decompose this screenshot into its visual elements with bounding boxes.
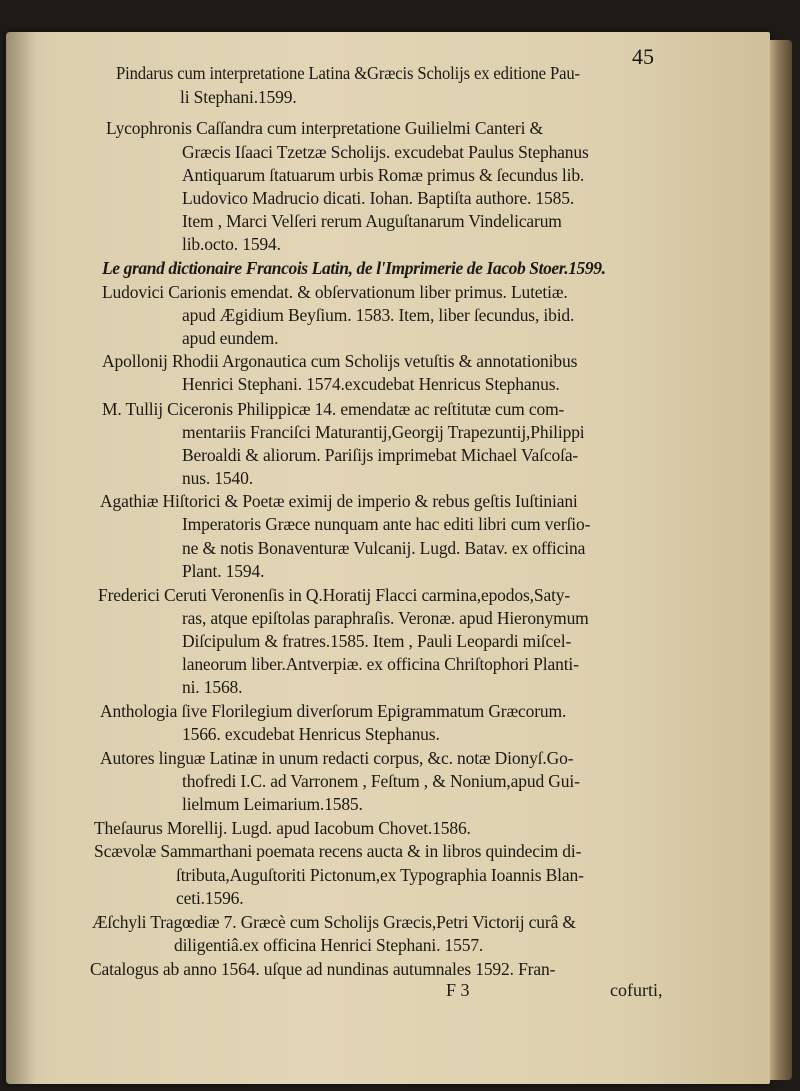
text-line: Le grand dictionaire Francois Latin, de l'Imprimerie de Iacob Stoer.1599. xyxy=(102,258,606,278)
text-line: diligentiâ.ex officina Henrici Stephani. 1557. xyxy=(174,935,484,955)
text-line: Anthologia ſive Florilegium diverſorum Epigrammatum Græcorum. xyxy=(100,701,567,721)
text-line: Theſaurus Morellij. Lugd. apud Iacobum Chovet.1586. xyxy=(94,818,471,838)
text-line: Item , Marci Velſeri rerum Auguſtanarum Vindelicarum xyxy=(182,211,562,231)
text-line: Imperatoris Græce nunquam ante hac editi libri cum verſio- xyxy=(182,514,591,534)
text-line: Ludovico Madrucio dicati. Iohan. Baptiſta authore. 1585. xyxy=(182,188,575,208)
text-line: ſtributa,Auguſtoriti Pictonum,ex Typographia Ioannis Blan- xyxy=(176,865,584,885)
text-line: Beroaldi & aliorum. Pariſijs imprimebat Michael Vaſcoſa- xyxy=(182,445,579,465)
text-line: Frederici Ceruti Veronenſis in Q.Horatij Flacci carmina,epodos,Saty- xyxy=(98,585,571,605)
page-edge xyxy=(770,40,792,1080)
text-line: Diſcipulum & fratres.1585. Item , Pauli Leopardi miſcel- xyxy=(182,631,572,651)
text-line: apud Ægidium Beyſium. 1583. Item, liber ſecundus, ibid. xyxy=(182,305,575,325)
page-number: 45 xyxy=(632,44,654,69)
catchword: cofurti, xyxy=(610,980,663,1000)
text-line: thofredi I.C. ad Varronem , Feſtum , & Nonium,apud Gui- xyxy=(182,771,580,791)
text-line: Henrici Stephani. 1574.excudebat Henricus Stephanus. xyxy=(182,374,560,394)
text-line: ni. 1568. xyxy=(182,677,243,697)
text-line: Lycophronis Caſſandra cum interpretatione Guilielmi Canteri & xyxy=(106,118,543,138)
text-line: Pindarus cum interpretatione Latina &Græcis Scholijs ex editione Pau- xyxy=(116,63,580,83)
text-line: Æſchyli Tragœdiæ 7. Græcè cum Scholijs Græcis,Petri Victorij curâ & xyxy=(92,912,576,932)
text-line: nus. 1540. xyxy=(182,468,253,488)
text-line: 1566. excudebat Henricus Stephanus. xyxy=(182,724,440,744)
text-line: lielmum Leimarium.1585. xyxy=(182,794,363,814)
text-line: ras, atque epiſtolas paraphraſis. Veronæ. apud Hieronymum xyxy=(182,608,589,628)
text-line: Autores linguæ Latinæ in unum redacti corpus, &c. notæ Dionyſ.Go- xyxy=(100,748,574,768)
gutter-shadow xyxy=(6,32,36,1084)
text-line: li Stephani.1599. xyxy=(180,87,297,107)
text-line: Apollonij Rhodii Argonautica cum Scholijs vetuſtis & annotationibus xyxy=(102,351,578,371)
text-line: Catalogus ab anno 1564. uſque ad nundinas autumnales 1592. Fran- xyxy=(90,959,556,979)
text-line: Antiquarum ſtatuarum urbis Romæ primus & ſecundus lib. xyxy=(182,165,585,185)
text-line: ne & notis Bonaventuræ Vulcanij. Lugd. Batav. ex officina xyxy=(182,538,586,558)
text-line: Plant. 1594. xyxy=(182,561,265,581)
signature-mark: F 3 xyxy=(446,980,470,1000)
text-line: mentariis Franciſci Maturantij,Georgij Trapezuntij,Philippi xyxy=(182,422,585,442)
text-line: Scævolæ Sammarthani poemata recens aucta & in libros quindecim di- xyxy=(94,841,582,861)
text-line: lib.octo. 1594. xyxy=(182,234,281,254)
text-line: ceti.1596. xyxy=(176,888,244,908)
text-line: Græcis Iſaaci Tzetzæ Scholijs. excudebat Paulus Stephanus xyxy=(182,142,589,162)
text-line: laneorum liber.Antverpiæ. ex officina Chriſtophori Planti- xyxy=(182,654,579,674)
text-line: apud eundem. xyxy=(182,328,279,348)
text-line: Ludovici Carionis emendat. & obſervationum liber primus. Lutetiæ. xyxy=(102,282,568,302)
text-line: Agathiæ Hiſtorici & Poetæ eximij de imperio & rebus geſtis Iuſtiniani xyxy=(100,491,578,511)
text-line: M. Tullij Ciceronis Philippicæ 14. emendatæ ac reſtitutæ cum com- xyxy=(102,399,565,419)
